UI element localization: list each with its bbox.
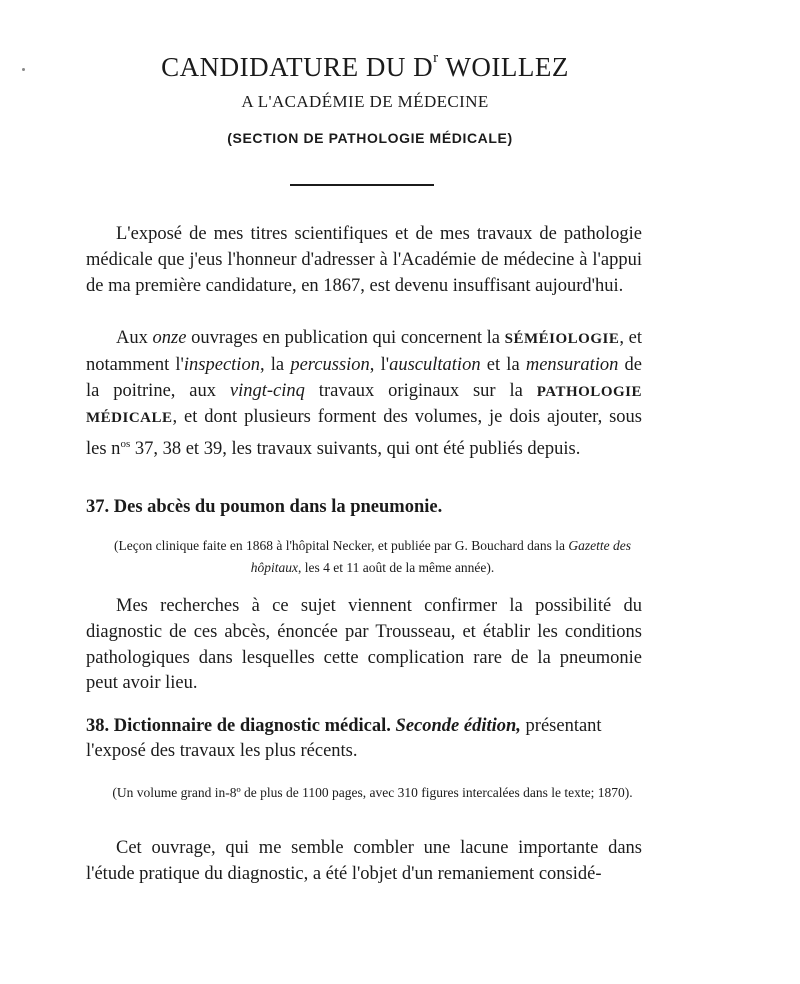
page-subtitle: A L'ACADÉMIE DE MÉDECINE — [241, 92, 489, 111]
item-37-heading — [86, 495, 656, 520]
title-divider — [290, 184, 434, 186]
title-prefix: CANDIDATURE DU D — [161, 52, 434, 82]
item-38-title: Dictionnaire de diagnostic médical. — [113, 716, 391, 736]
text-run: (Leçon clinique faite en 1868 à l'hôpital Necker, et publiée par G. Bouchard dans la — [114, 538, 569, 553]
item-37-note — [100, 535, 645, 579]
intro-paragraph-2 — [86, 326, 642, 463]
emphasis-vingt-cinq: vingt-cinq — [229, 380, 305, 401]
emphasis-auscultation: auscultation — [389, 354, 481, 375]
item-37-title: Des abcès du poumon dans la pneumonie. — [113, 497, 443, 517]
item-38-heading — [86, 714, 652, 764]
item-38-body: Cet ouvrage, qui me semble combler une lacune importante dans l'étude pratique du diagnostic, a été l'objet d'un remaniement considé- — [86, 838, 642, 884]
text-run: ouvrages en publication qui concernent la — [186, 328, 505, 348]
text-run: , et dont plusieurs forment des volumes, je dois ajouter, sous les n — [86, 407, 642, 460]
emphasis-percussion: percussion — [290, 354, 370, 375]
text-run: , les 4 et 11 août de la même année). — [297, 560, 495, 575]
page-title — [0, 52, 730, 83]
emphasis-mensuration: mensuration — [525, 354, 619, 375]
item-38-note: (Un volume grand in-8º de plus de 1100 pages, avec 310 figures intercalées dans le texte; 1870). — [112, 785, 633, 800]
text-run: présentant l'exposé des travaux les plus récents. — [86, 716, 602, 761]
emphasis-inspection: inspection — [183, 354, 260, 375]
text-run: Aux — [116, 328, 153, 348]
numero-superscript: os — [120, 438, 131, 451]
section-label: (SECTION DE PATHOLOGIE MÉDICALE) — [227, 130, 513, 146]
title-superscript: r — [433, 50, 439, 66]
item-37-body: Mes recherches à ce sujet viennent confirmer la possibilité du diagnostic de ces abcès, énoncée par Trousseau, et établir les conditions pathologiques dans lesquelles cette complication rare de la pneumonie peut avoir lieu. — [86, 596, 642, 694]
text-run: de la poitrine, aux — [86, 354, 642, 401]
intro-paragraph-1: L'exposé de mes titres scientifiques et de mes travaux de pathologie médicale que j'eus l'honneur d'adresser à l'Académie de médecine à l'appui de ma première candidature, en 1867, est devenu insuffisant aujourd'hui. — [86, 224, 642, 296]
item-38-edition: Seconde édition, — [395, 716, 521, 736]
text-run: , et notamment l' — [86, 328, 642, 375]
text-run: , la — [259, 354, 291, 375]
item-37-number: 37. — [86, 497, 110, 517]
term-semeiologie: SÉMÉIOLOGIE — [504, 331, 620, 347]
term-pathologie-medicale: PATHOLOGIE MÉDICALE — [86, 383, 642, 427]
text-run: travaux originaux sur la — [304, 380, 537, 401]
emphasis-onze: onze — [152, 328, 187, 348]
title-suffix: WOILLEZ — [438, 52, 569, 82]
journal-title: Gazette des hôpitaux — [250, 538, 631, 575]
text-run: et la — [480, 354, 526, 375]
text-run: 37, 38 et 39, les travaux suivants, qui ont été publiés depuis. — [130, 439, 581, 460]
text-run: , l' — [369, 354, 390, 375]
item-38-number: 38. — [86, 716, 110, 736]
